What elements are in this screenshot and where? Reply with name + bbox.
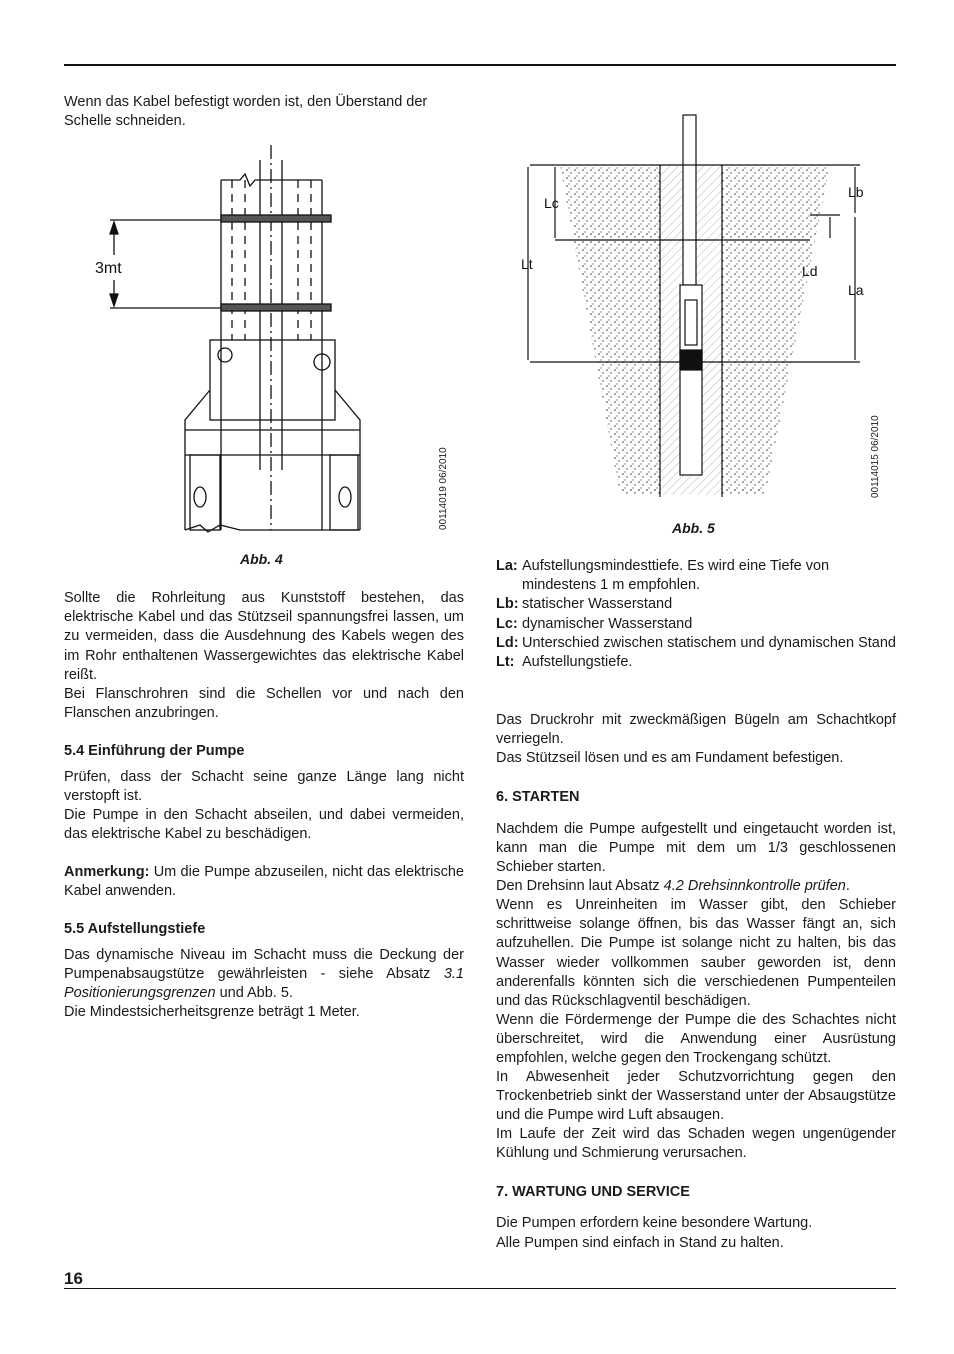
def-lt: Lt: Aufstellungstiefe.	[496, 654, 633, 671]
paragraph-niveau	[64, 946, 464, 1004]
paragraph-kunststoff: Sollte die Rohrleitung aus Kunststoff bestehen, das elektrische Kabel und das Stützseil spannungsfrei lassen, um zu vermeiden, dass die Ausdehnung des Kabels wegen des im Rohr enthaltenen Wassergewichtes das elektrische Kabel reißt.	[64, 590, 464, 683]
fig5-caption: Abb. 5	[672, 520, 715, 536]
definition-list	[496, 557, 896, 672]
header-rule	[64, 64, 896, 66]
label-3mt: 3mt	[95, 260, 122, 277]
heading-5-5: 5.5 Aufstellungstiefe	[64, 921, 206, 937]
paragraph-flanschrohre: Bei Flanschrohren sind die Schellen vor und nach den Flanschen anzubringen.	[64, 686, 464, 722]
label-lc: Lc	[544, 195, 559, 211]
label-lt: Lt	[521, 256, 533, 272]
note-text: Um die Pumpe abzuseilen, nicht das elektrische Kabel anwenden.	[64, 864, 464, 900]
drehsinn-ref: 4.2 Drehsinnkontrolle prüfen	[663, 878, 846, 894]
label-lb: Lb	[848, 184, 864, 200]
figure-4	[90, 140, 450, 540]
fig4-code: 00114019 06/2010	[438, 447, 449, 530]
heading-5-4: 5.4 Einführung der Pumpe	[64, 743, 245, 759]
fig4-caption: Abb. 4	[240, 551, 283, 567]
def-la: La: Aufstellungsmindesttiefe. Es wird eine Tiefe von mindestens 1 m empfohlen.	[496, 558, 830, 594]
note-label: Anmerkung:	[64, 864, 150, 880]
paragraph-schaden: Im Laufe der Zeit wird das Schaden wegen ungenügender Kühlung und Schmierung verursachen.	[496, 1126, 896, 1162]
heading-7: 7. WARTUNG UND SERVICE	[496, 1184, 690, 1200]
paragraph-drehsinn	[496, 877, 896, 896]
note-paragraph	[64, 863, 464, 901]
def-ld: Ld: Unterschied zwischen statischem und dynamischen Stand	[496, 634, 896, 651]
paragraph-stuetzseil: Das Stützseil lösen und es am Fundament befestigen.	[496, 750, 844, 766]
label-la: La	[848, 282, 864, 298]
intro-paragraph: Wenn das Kabel befestigt worden ist, den Überstand der Schelle schneiden.	[64, 94, 428, 130]
paragraph-druckrohr: Das Druckrohr mit zweckmäßigen Bügeln am Schachtkopf verriegeln.	[496, 712, 896, 748]
def-lc: Lc: dynamischer Wasserstand	[496, 615, 693, 632]
paragraph-abwesenheit: In Abwesenheit jeder Schutzvorrichtung gegen den Trockenbetrieb sinkt der Wasserstand unter der Absaugstütze und die Pumpe wird Luft absaugen.	[496, 1069, 896, 1124]
paragraph-wartung-1: Die Pumpen erfordern keine besondere Wartung.	[496, 1215, 813, 1231]
page-number: 16	[64, 1269, 83, 1288]
drehsinn-text-b: .	[845, 878, 850, 894]
paragraph-wartung-2: Alle Pumpen sind einfach in Stand zu halten.	[496, 1235, 784, 1251]
niveau-text-a: Das dynamische Niveau im Schacht muss die Deckung der Pumpenabsaugstütze gewährleisten - siehe Absatz	[64, 947, 464, 983]
paragraph-unreinheiten: Wenn es Unreinheiten im Wasser gibt, den Schieber schrittweise solange öffnen, bis das Wasser fängt an, sich aufzuhellen. Die Pumpe ist solange nicht zu halten, bis das Wasser wieder vollkommen sauber geworden ist, denn anderenfalls könnten sich die verschiedenen Pumpenteilen und das Rückschlagventil beschädigen.	[496, 897, 896, 1010]
paragraph-starten: Nachdem die Pumpe aufgestellt und eingetaucht worden ist, kann man die Pumpe mit dem um 1/3 geschlossenen Schieber starten.	[496, 821, 896, 876]
drehsinn-text-a: Den Drehsinn laut Absatz	[496, 878, 664, 894]
paragraph-sicherheit: Die Mindestsicherheitsgrenze beträgt 1 Meter.	[64, 1004, 360, 1020]
heading-6: 6. STARTEN	[496, 789, 580, 805]
niveau-ref: 3.1 Positionierungsgrenzen	[64, 966, 464, 1002]
footer-rule	[64, 1288, 896, 1289]
niveau-text-b: und Abb. 5.	[215, 985, 293, 1002]
paragraph-schacht: Prüfen, dass der Schacht seine ganze Länge lang nicht verstopft ist.	[64, 769, 464, 805]
figure-5	[510, 105, 880, 505]
def-lb: Lb: statischer Wasserstand	[496, 596, 673, 613]
label-ld: Ld	[802, 263, 818, 279]
fig5-code: 00114015 06/2010	[870, 415, 881, 498]
paragraph-abseilen: Die Pumpe in den Schacht abseilen, und dabei vermeiden, das elektrische Kabel zu beschädigen.	[64, 807, 464, 843]
paragraph-foerdermenge: Wenn die Fördermenge der Pumpe die des Schachtes nicht überschreitet, wird die Anwendung einer Ausrüstung empfohlen, welche gegen den Trockengang schützt.	[496, 1012, 896, 1067]
